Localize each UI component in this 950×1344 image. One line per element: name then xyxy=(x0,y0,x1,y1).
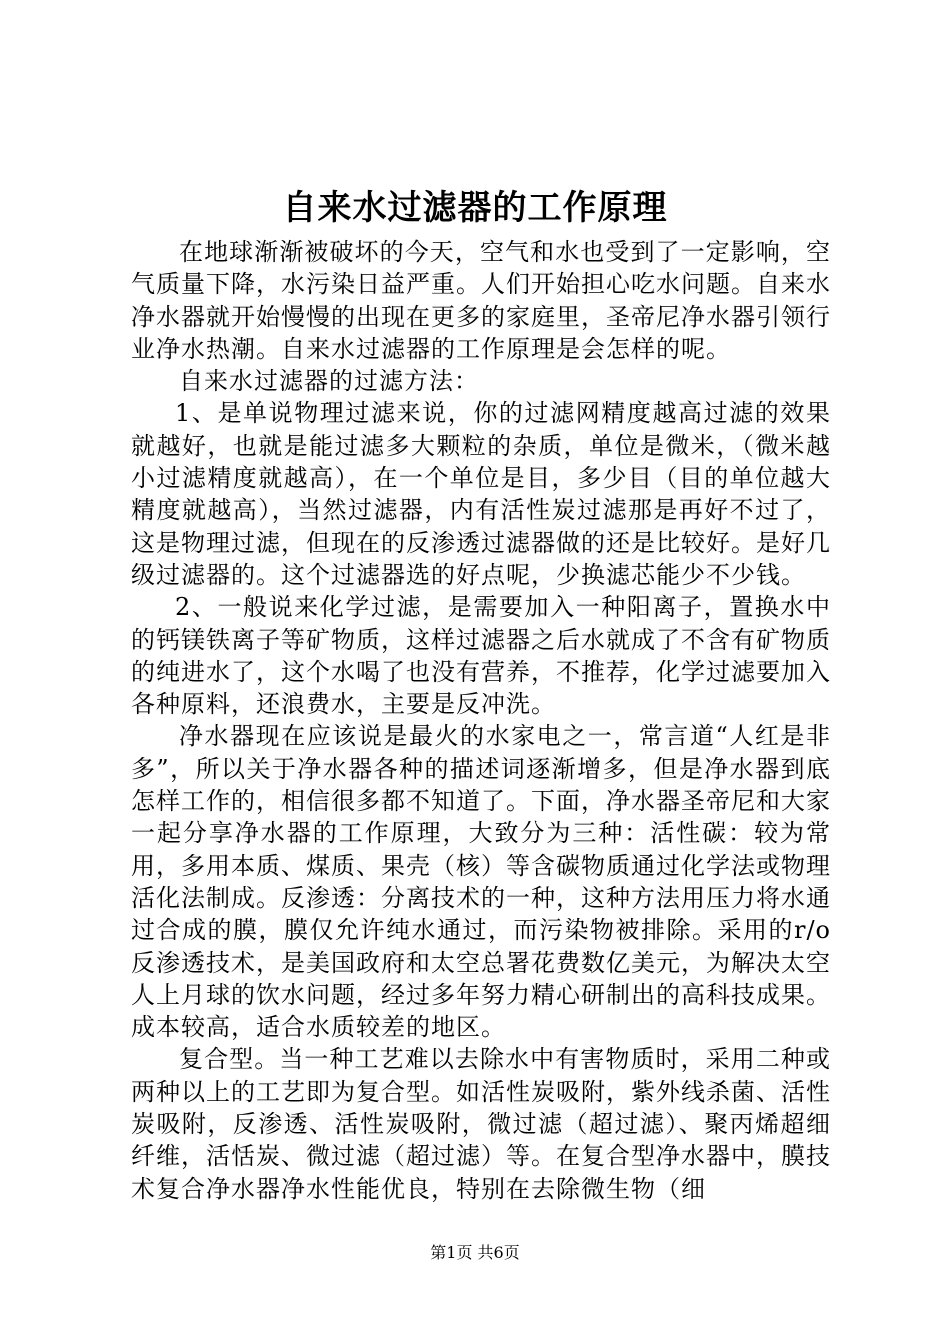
paragraph-composite-type: 复合型。当一种工艺难以去除水中有害物质时，采用二种或两种以上的工艺即为复合型。如活性炭吸附，紫外线杀菌、活性炭吸附，反渗透、活性炭吸附，微过滤（超过滤）、聚丙烯超细纤维，活恬炭、微过滤（超过滤）等。在复合型净水器中，膜技术复合净水器净水性能优良，特别在去除微生物（细 xyxy=(131,1045,831,1203)
paragraph-purifier-principles: 净水器现在应该说是最火的水家电之一，常言道“人红是非多”，所以关于净水器各种的描述词逐渐增多，但是净水器到底怎样工作的，相信很多都不知道了。下面，净水器圣帝尼和大家一起分享净水器的工作原理，大致分为三种：活性碳：较为常用，多用本质、煤质、果壳（核）等含碳物质通过化学法或物理活化法制成。反渗透：分离技术的一种，这种方法用压力将水通过合成的膜，膜仅允许纯水通过，而污染物被排除。采用的r/o反渗透技术，是美国政府和太空总署花费数亿美元，为解决太空人上月球的饮水问题，经过多年努力精心研制出的高科技成果。成本较高，适合水质较差的地区。 xyxy=(131,722,831,1042)
paragraph-physical-filtration: 1、是单说物理过滤来说，你的过滤网精度越高过滤的效果就越好，也就是能过滤多大颗粒的杂质，单位是微米，（微米越小过滤精度就越高），在一个单位是目，多少目（目的单位越大精度就越高），当然过滤器，内有活性炭过滤那是再好不过了，这是物理过滤，但现在的反渗透过滤器做的还是比较好。是好几级过滤器的。这个过滤器选的好点呢，少换滤芯能少不少钱。 xyxy=(131,399,831,589)
document-title: 自来水过滤器的工作原理 xyxy=(282,188,668,228)
paragraph-chemical-filtration: 2、一般说来化学过滤，是需要加入一种阳离子，置换水中的钙镁铁离子等矿物质，这样过滤器之后水就成了不含有矿物质的纯进水了，这个水喝了也没有营养，不推荐，化学过滤要加入各种原料，还浪费水，主要是反冲洗。 xyxy=(131,593,831,719)
document-body xyxy=(131,236,831,1205)
paragraph-methods-heading: 自来水过滤器的过滤方法： xyxy=(179,367,479,396)
paragraph-intro: 在地球渐渐被破坏的今天，空气和水也受到了一定影响，空气质量下降，水污染日益严重。人们开始担心吃水问题。自来水净水器就开始慢慢的出现在更多的家庭里，圣帝尼净水器引领行业净水热潮。自来水过滤器的工作原理是会怎样的呢。 xyxy=(131,238,831,363)
page-footer: 第1页 共6页 xyxy=(430,1243,520,1262)
